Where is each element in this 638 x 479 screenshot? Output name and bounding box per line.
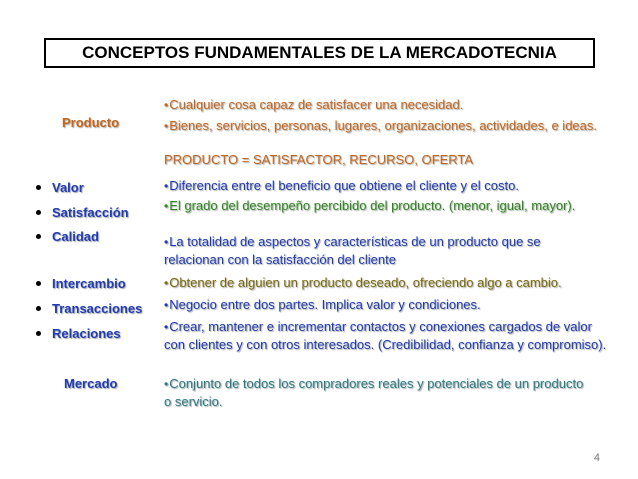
producto-desc-1 bbox=[164, 96, 614, 114]
label-mercado: Mercado bbox=[64, 376, 118, 391]
bullet-icon: • bbox=[164, 276, 169, 290]
producto-desc-1-text: Cualquier cosa capaz de satisfacer una necesidad. bbox=[169, 97, 464, 112]
valor-desc-1-text: Diferencia entre el beneficio que obtiene el cliente y el costo. bbox=[169, 178, 519, 193]
mercado-desc-1 bbox=[164, 375, 584, 411]
bullet-dot-icon bbox=[36, 281, 41, 286]
bullet-dot-icon bbox=[36, 234, 41, 239]
bullet-icon: • bbox=[164, 377, 169, 391]
bullet-icon: • bbox=[164, 320, 169, 334]
intercambio-desc-2 bbox=[164, 296, 614, 314]
slide-title-box bbox=[44, 38, 595, 68]
label-valor: Valor bbox=[52, 180, 84, 195]
label-intercambio: Intercambio bbox=[52, 276, 126, 291]
valor-desc-3-text: La totalidad de aspectos y características de un producto que se relacionan con la satisfacción del cliente bbox=[164, 234, 541, 267]
page-number: 4 bbox=[593, 452, 600, 464]
intercambio-desc-3 bbox=[164, 318, 612, 354]
bullet-icon: • bbox=[164, 179, 169, 193]
bullet-dot-icon bbox=[36, 210, 41, 215]
valor-desc-1 bbox=[164, 177, 604, 195]
label-calidad: Calidad bbox=[52, 229, 99, 244]
bullet-icon: • bbox=[164, 235, 169, 249]
label-producto: Producto bbox=[62, 115, 120, 130]
bullet-icon: • bbox=[164, 119, 169, 133]
bullet-icon: • bbox=[164, 199, 169, 213]
label-transacciones: Transacciones bbox=[52, 301, 143, 316]
bullet-dot-icon bbox=[36, 306, 41, 311]
bullet-icon: • bbox=[164, 98, 169, 112]
bullet-dot-icon bbox=[36, 185, 41, 190]
bullet-dot-icon bbox=[36, 331, 41, 336]
bullet-icon: • bbox=[164, 298, 169, 312]
valor-desc-2-text: El grado del desempeño percibido del producto. (menor, igual, mayor). bbox=[169, 198, 576, 213]
intercambio-desc-1 bbox=[164, 274, 614, 292]
intercambio-desc-2-text: Negocio entre dos partes. Implica valor y condiciones. bbox=[169, 297, 481, 312]
intercambio-desc-3-text: Crear, mantener e incrementar contactos y conexiones cargados de valor con clientes y con otros interesados. (Credibilidad, confianza y compromiso). bbox=[164, 319, 607, 352]
producto-desc-3: PRODUCTO = SATISFACTOR, RECURSO, OFERTA bbox=[164, 152, 474, 167]
producto-desc-2 bbox=[164, 117, 614, 135]
valor-desc-3 bbox=[164, 233, 594, 269]
slide-title: CONCEPTOS FUNDAMENTALES DE LA MERCADOTECNIA bbox=[82, 43, 557, 62]
label-satisfaccion: Satisfacción bbox=[52, 205, 129, 220]
producto-desc-2-text: Bienes, servicios, personas, lugares, organizaciones, actividades, e ideas. bbox=[169, 118, 597, 133]
intercambio-desc-1-text: Obtener de alguien un producto deseado, ofreciendo algo a cambio. bbox=[169, 275, 562, 290]
valor-desc-2 bbox=[164, 197, 594, 215]
label-relaciones: Relaciones bbox=[52, 326, 121, 341]
mercado-desc-1-text: Conjunto de todos los compradores reales y potenciales de un producto o servicio. bbox=[164, 376, 584, 409]
